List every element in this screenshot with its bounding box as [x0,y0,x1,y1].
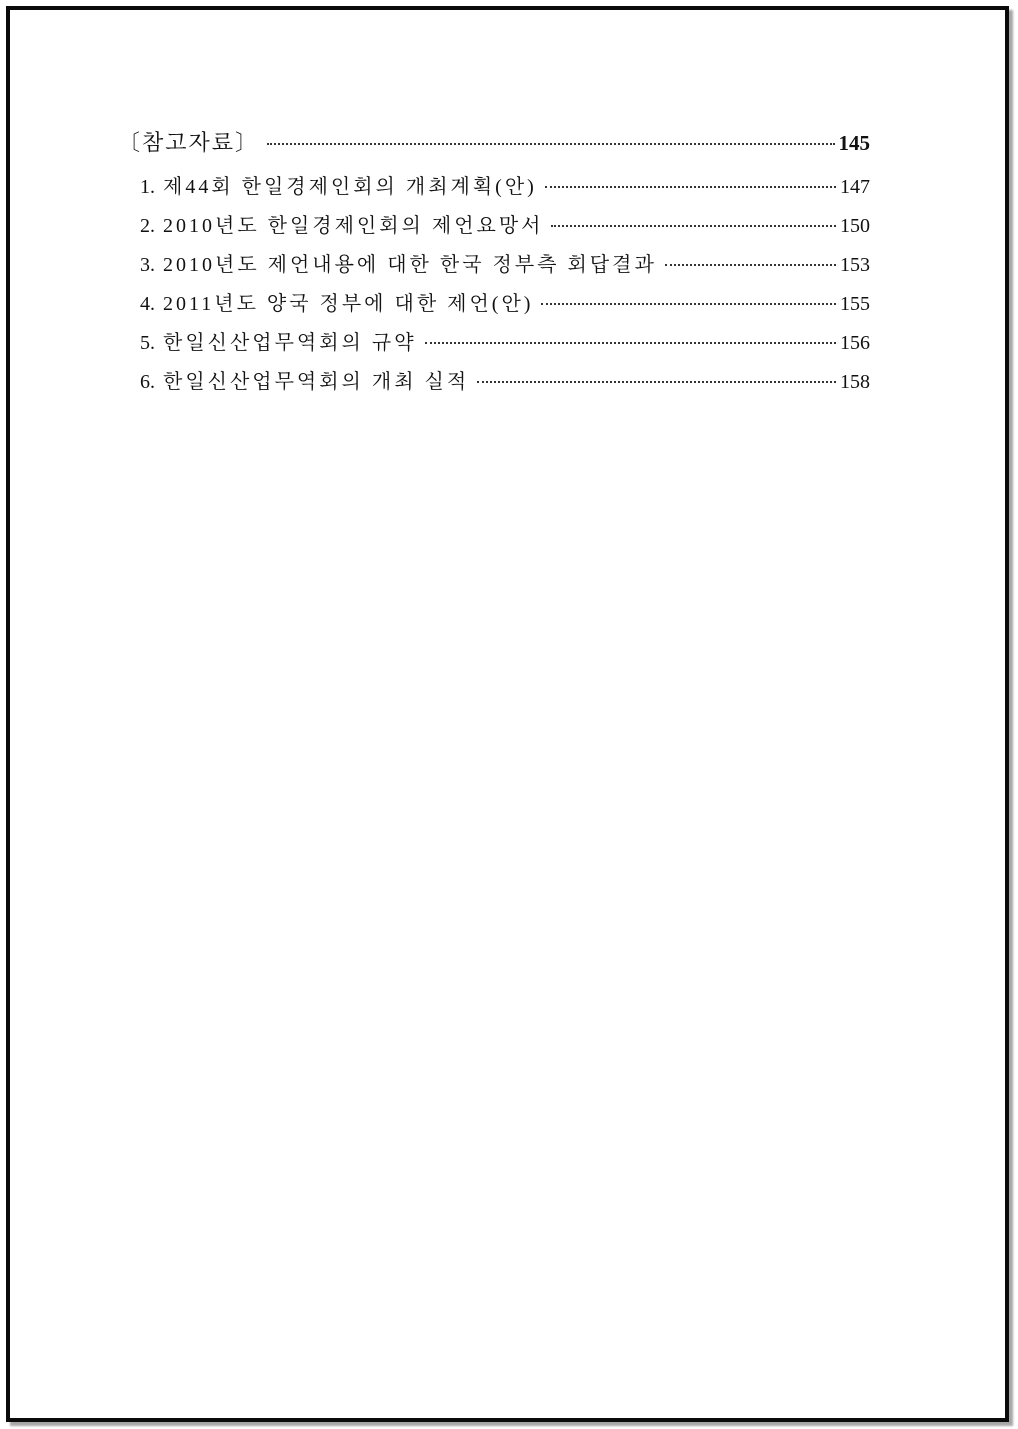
entry-title: 2011년도 양국 정부에 대한 제언(안) [163,293,534,315]
entry-title: 제44회 한일경제인회의 개최계획(안) [163,176,537,198]
entry-number: 2. [140,215,155,237]
toc-entry[interactable] [110,365,870,404]
dot-leader [477,381,836,383]
dot-leader [545,186,836,188]
toc-section-header [110,126,870,170]
entry-number: 5. [140,332,155,354]
entry-title: 2010년도 제언내용에 대한 한국 정부측 회답결과 [163,254,657,276]
entry-page-number: 150 [840,215,870,237]
page-frame [6,6,1009,1422]
entry-number: 3. [140,254,155,276]
section-page-number: 145 [838,131,870,155]
entry-title: 2010년도 한일경제인회의 제언요망서 [163,215,544,237]
dot-leader [665,264,836,266]
table-of-contents [110,126,870,404]
entry-title: 한일신산업무역회의 규약 [163,332,417,354]
entry-page-number: 158 [840,371,870,393]
entry-page-number: 155 [840,293,870,315]
entry-number: 6. [140,371,155,393]
dot-leader [425,342,836,344]
entry-page-number: 147 [840,176,870,198]
dot-leader [267,143,834,145]
toc-entry[interactable] [110,209,870,248]
toc-entry[interactable] [110,248,870,287]
entry-number: 1. [140,176,155,198]
entry-number: 4. [140,293,155,315]
entry-page-number: 153 [840,254,870,276]
toc-entry[interactable] [110,287,870,326]
toc-entry[interactable] [110,326,870,365]
dot-leader [551,225,836,227]
dot-leader [541,303,836,305]
section-title: 〔참고자료〕 [118,130,260,155]
entry-page-number: 156 [840,332,870,354]
toc-entry[interactable] [110,170,870,209]
entry-title: 한일신산업무역회의 개최 실적 [163,371,470,393]
